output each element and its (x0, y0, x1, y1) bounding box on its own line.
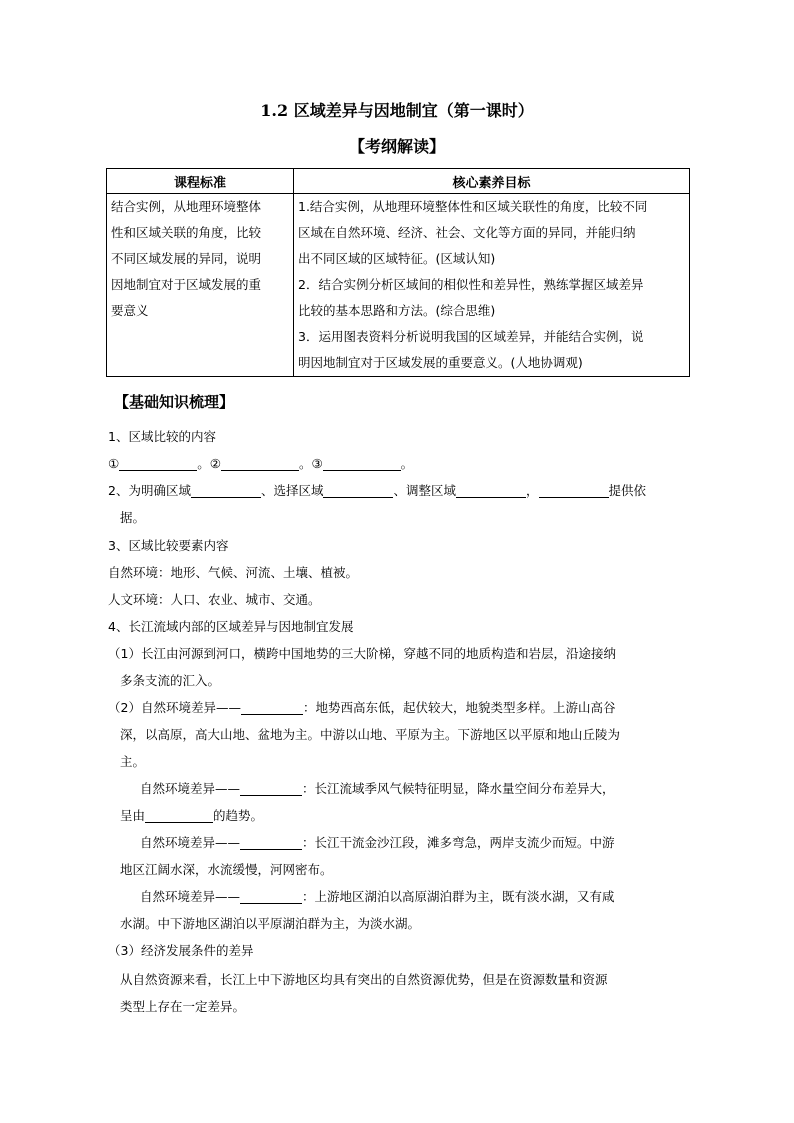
goal-line: 区域在自然环境、经济、社会、文化等方面的异同，并能归纳 (298, 225, 636, 240)
answer-blank[interactable] (119, 456, 197, 471)
basics-heading: 【基础知识梳理】 (114, 393, 235, 411)
paragraph-line: 水湖。中下游地区湖泊以平原湖泊群为主，为淡水湖。 (120, 916, 421, 931)
lake-line: 自然环境差异—— ：上游地区湖泊以高原湖泊群为主，既有淡水湖，又有咸 (140, 889, 615, 904)
answer-blank[interactable] (240, 889, 302, 904)
goal-line: 2．结合实例分析区域间的相似性和差异性，熟练掌握区域差异 (298, 277, 644, 292)
paragraph-line: （1）长江由河源到河口，横跨中国地势的三大阶梯，穿越不同的地质构造和岩层，沿途接纳 (108, 646, 616, 661)
question-4-title: 4、长江流域内部的区域差异与因地制宜发展 (108, 619, 354, 634)
goal-line: 1.结合实例，从地理环境整体性和区域关联性的角度，比较不同 (298, 199, 648, 214)
river-line: 自然环境差异—— ：长江干流金沙江段，滩多弯急，两岸支流少而短。中游 (140, 835, 615, 850)
climate-trend-line: 呈由 的趋势。 (120, 808, 264, 823)
exam-outline-heading: 【考纲解读】 (348, 137, 445, 156)
paragraph-line: 地区江阔水深，水流缓慢，河网密布。 (120, 862, 333, 877)
standard-line: 性和区域关联的角度，比较 (111, 225, 262, 240)
climate-line: 自然环境差异—— ：长江流域季风气候特征明显，降水量空间分布差异大， (140, 781, 615, 796)
paragraph-line: 类型上存在一定差异。 (120, 999, 246, 1014)
table-row (107, 194, 690, 377)
paragraph-line: 多条支流的汇入。 (120, 673, 221, 688)
header-standard: 课程标准 (107, 169, 294, 194)
goal-line: 比较的基本思路和方法。(综合思维) (298, 303, 496, 318)
question-2-line: 2、为明确区域 、选择区域 、调整区域 ， 提供依 (108, 483, 647, 498)
standard-line: 不同区域发展的异同，说明 (111, 251, 262, 266)
outline-table (106, 168, 690, 377)
goals-cell (294, 194, 690, 377)
answer-blank[interactable] (323, 483, 393, 498)
table-header-row (107, 169, 690, 194)
answer-blank[interactable] (456, 483, 526, 498)
answer-blank[interactable] (241, 700, 303, 715)
page-title: 1.2 区域差异与因地制宜（第一课时） (260, 101, 534, 120)
answer-blank[interactable] (323, 456, 401, 471)
answer-blank[interactable] (539, 483, 609, 498)
goal-line: 出不同区域的区域特征。(区域认知) (298, 251, 496, 266)
economy-heading: （3）经济发展条件的差异 (108, 943, 254, 958)
natural-elements: 自然环境：地形、气候、河流、土壤、植被。 (108, 565, 359, 580)
human-elements: 人文环境：人口、农业、城市、交通。 (108, 592, 321, 607)
question-1-title: 1、区域比较的内容 (108, 429, 216, 444)
answer-blank[interactable] (221, 456, 299, 471)
terrain-line: （2）自然环境差异—— ：地势西高东低，起伏较大，地貌类型多样。上游山高谷 (108, 700, 616, 715)
header-goals: 核心素养目标 (294, 169, 690, 194)
answer-blank[interactable] (240, 781, 302, 796)
goal-line: 3．运用图表资料分析说明我国的区域差异，并能结合实例，说 (298, 329, 644, 344)
standard-line: 要意义 (111, 303, 149, 318)
goal-line: 明因地制宜对于区域发展的重要意义。(人地协调观) (298, 355, 583, 370)
paragraph-line: 主。 (120, 754, 146, 769)
standard-line: 因地制宜对于区域发展的重 (111, 277, 262, 292)
question-2-continued: 据。 (120, 510, 146, 525)
answer-blank[interactable] (145, 808, 213, 823)
answer-blank[interactable] (240, 835, 302, 850)
standard-line: 结合实例，从地理环境整体 (111, 199, 262, 214)
question-1-blanks: ① 。② 。③ 。 (108, 456, 414, 471)
standard-cell (107, 194, 294, 377)
question-3-title: 3、区域比较要素内容 (108, 538, 229, 553)
answer-blank[interactable] (191, 483, 261, 498)
paragraph-line: 从自然资源来看，长江上中下游地区均具有突出的自然资源优势，但是在资源数量和资源 (120, 972, 608, 987)
paragraph-line: 深，以高原，高大山地、盆地为主。中游以山地、平原为主。下游地区以平原和地山丘陵为 (120, 727, 621, 742)
